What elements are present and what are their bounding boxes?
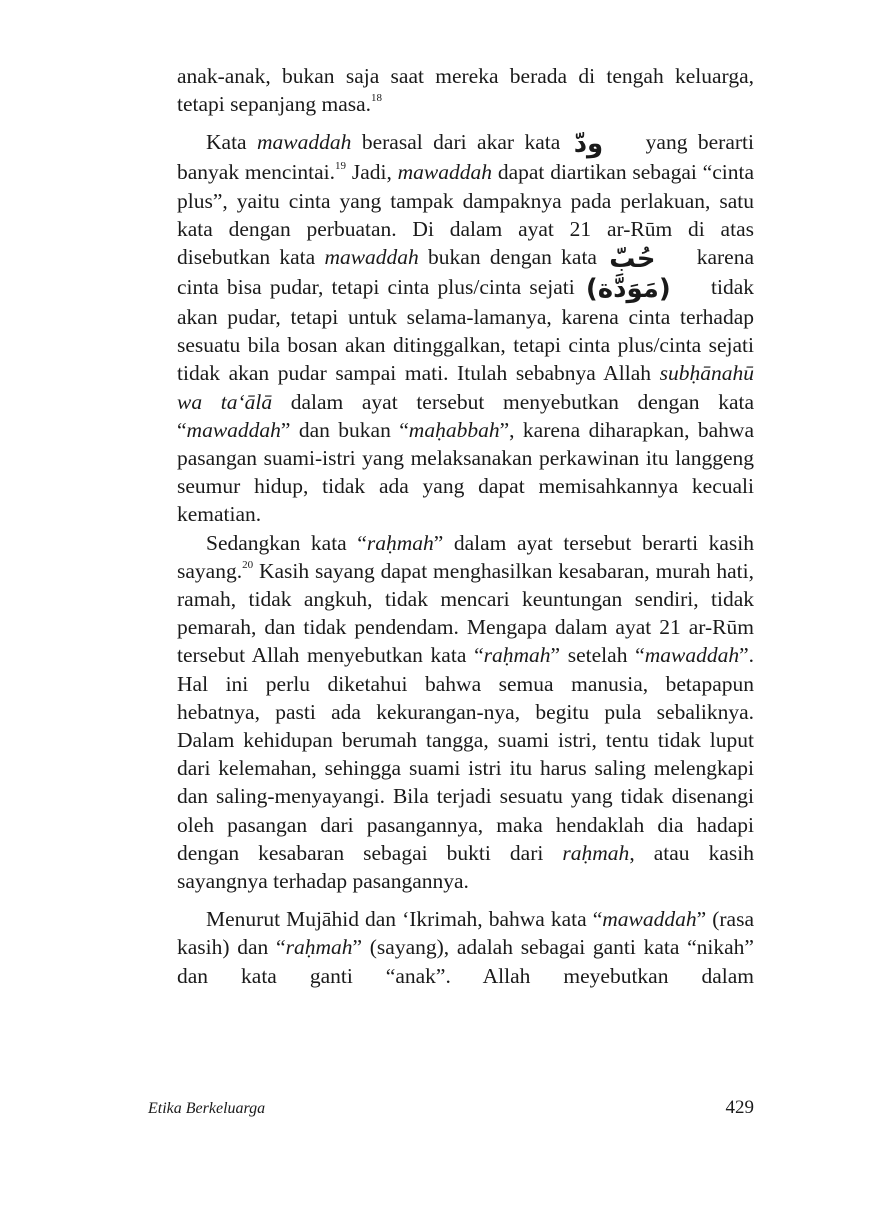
text: Kasih sayang dapat menghasilkan kesabaran, murah hati, ramah, tidak angkuh, tidak mencari keuntungan sendiri, tidak pemarah, dan tidak pendendam. Mengapa dalam ayat 21 ar-Rūm tersebut Allah menyebutkan kata “ (177, 558, 754, 668)
arabic-word: (مَوَدَّة) (585, 274, 671, 305)
text: ” dalam ayat tersebut berarti kasih sayang. (177, 530, 754, 583)
text: bukan dengan kata (418, 245, 607, 270)
footnote-ref: 20 (242, 558, 254, 571)
paragraph-2 (177, 128, 754, 528)
text: Jadi, (346, 160, 398, 185)
page-body (177, 62, 754, 990)
italic-term: maḥabbah (408, 417, 500, 442)
text: karena cinta bisa pudar, tetapi cinta plus/cinta sejati (177, 245, 754, 300)
italic-term: mawaddah (397, 160, 493, 185)
text: Kata (206, 130, 258, 155)
text: Sedangkan kata “ (206, 530, 367, 555)
text: ”. Hal ini perlu diketahui bahwa semua manusia, betapapun hebatnya, pasti ada kekurangan-nya, begitu pula sebaliknya. Dalam kehidupan berumah tangga, suami istri, tentu tidak luput dari kelemahan, sehingga suami istri itu harus saling melengkapi dan saling-menyayangi. Bila terjadi sesuatu yang tidak disenangi oleh pasangan dari pasangannya, maka hendaklah dia hadapi dengan kesabaran sebagai bukti dari (177, 643, 754, 865)
page-footer (148, 1096, 754, 1121)
text: ” setelah “ (550, 643, 645, 668)
text: anak-anak, bukan saja saat mereka berada di tengah keluarga, tetapi sepanjang masa. (177, 64, 754, 117)
footnote-ref: 19 (335, 160, 347, 173)
text: ” (rasa kasih) dan “ (177, 907, 754, 960)
italic-term: mawaddah (602, 907, 697, 932)
paragraph-4 (177, 905, 754, 990)
italic-term: raḥmah (483, 643, 551, 668)
page-number: 429 (725, 1097, 754, 1118)
text: dalam ayat tersebut menyebutkan dengan kata “ (177, 389, 755, 442)
running-footer-title: Etika Berkeluarga (148, 1100, 266, 1117)
italic-term: raḥmah (562, 840, 630, 865)
italic-term: raḥmah (366, 530, 434, 555)
text: ”, karena diharapkan, bahwa pasangan suami-istri yang melaksanakan perkawinan itu langgeng seumur hidup, tidak ada yang dapat memisahkannya kecuali kematian. (177, 417, 754, 527)
paragraph-1 (177, 62, 754, 118)
text: dapat diartikan sebagai “cinta plus”, yaitu cinta yang tampak dampaknya pada perlakuan, satu kata dengan perbuatan. Di dalam ayat 21 ar-Rūm di atas disebutkan kata (177, 160, 754, 270)
text: berasal dari akar kata (351, 130, 571, 155)
italic-term: mawaddah (186, 417, 281, 442)
italic-term: mawaddah (644, 643, 740, 668)
text: , atau kasih sayangnya terhadap pasangannya. (177, 840, 754, 894)
text: Menurut Mujāhid dan ‘Ikrimah, bahwa kata “ (206, 907, 603, 932)
italic-term: raḥmah (285, 935, 353, 960)
arabic-word: ودّ (573, 129, 604, 160)
footnote-ref: 18 (371, 92, 383, 105)
italic-term: mawaddah (324, 245, 419, 270)
italic-term: subḥānahū wa ta‘ālā (177, 361, 754, 414)
text: ” dan bukan “ (280, 417, 409, 442)
arabic-word: حُبّ (609, 244, 656, 275)
text: tidak akan pudar, tetapi untuk selama-lamanya, karena cinta terhadap sesuatu bila bosan akan ditinggalkan, tetapi cinta plus/cinta sejati tidak akan pudar sampai mati. Itulah sebabnya Allah (177, 275, 754, 386)
text: ” (sayang), adalah sebagai ganti kata “nikah” dan kata ganti “anak”. Allah meyebutkan dalam (177, 935, 754, 988)
italic-term: mawaddah (257, 130, 352, 155)
text: yang berarti banyak mencintai. (177, 130, 754, 185)
paragraph-3 (177, 529, 754, 896)
